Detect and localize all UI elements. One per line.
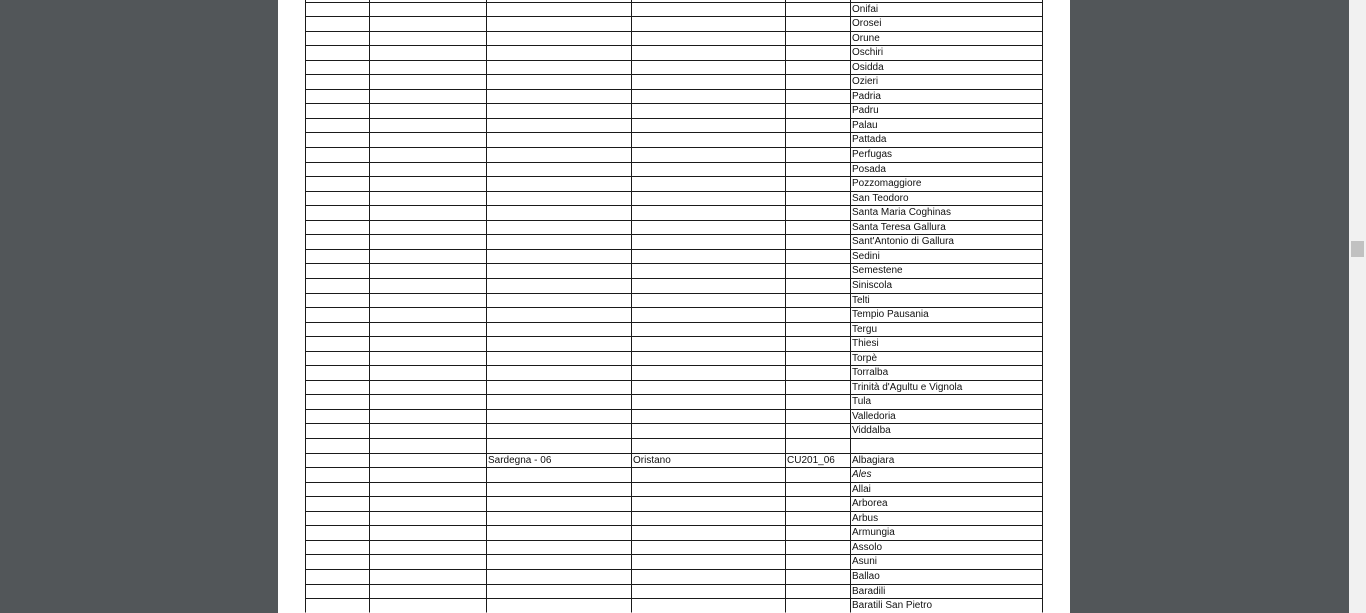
municipality-cell: Pozzomaggiore <box>852 178 922 190</box>
region-cell: Sardegna - 06 <box>488 454 552 466</box>
table-grid <box>278 0 1070 613</box>
municipality-cell: Sedini <box>852 250 880 262</box>
municipality-cell: Tempio Pausania <box>852 309 929 321</box>
province-cell: Oristano <box>633 454 671 466</box>
municipality-cell: Oschiri <box>852 47 884 59</box>
municipality-cell: Telti <box>852 294 870 306</box>
scrollbar-thumb[interactable] <box>1351 241 1364 257</box>
municipality-cell: Thiesi <box>852 338 879 350</box>
municipality-cell: Trinità d'Agultu e Vignola <box>852 381 963 393</box>
municipality-cell: Pattada <box>852 134 887 146</box>
municipality-cell: Santa Maria Coghinas <box>852 207 951 219</box>
municipality-cell: Palau <box>852 119 878 131</box>
municipality-cell: Baradili <box>852 585 886 597</box>
municipality-cell: Onifai <box>852 3 879 15</box>
municipality-cell: Padru <box>852 105 879 117</box>
municipality-cell: Perfugas <box>852 149 893 160</box>
municipality-cell: Ozieri <box>852 76 879 88</box>
municipality-cell: San Teodoro <box>852 192 909 204</box>
municipality-cell: Torralba <box>852 367 889 379</box>
municipality-cell: Allai <box>852 483 871 495</box>
municipality-cell: Santa Teresa Gallura <box>852 221 946 233</box>
municipality-cell: Ballao <box>852 570 880 582</box>
municipality-cell: Albagiara <box>852 454 895 466</box>
municipality-cell: Armungia <box>852 527 895 539</box>
municipality-cell: Arbus <box>852 512 879 524</box>
municipality-cell: Tergu <box>852 323 878 335</box>
municipality-cell: Sant'Antonio di Gallura <box>852 236 954 248</box>
municipality-cell: Asuni <box>852 556 878 568</box>
municipality-cell: Semestene <box>852 265 903 277</box>
municipality-cell: Viddalba <box>852 425 891 437</box>
municipality-cell: Tula <box>852 396 872 408</box>
municipality-cell: Siniscola <box>852 279 893 291</box>
document-page <box>278 0 1070 613</box>
municipality-cell: Orosei <box>852 18 882 30</box>
vertical-scrollbar[interactable] <box>1349 0 1366 613</box>
municipality-cell: Assolo <box>852 541 883 553</box>
municipality-cell: Torpè <box>852 352 878 364</box>
municipality-cell: Posada <box>852 163 886 175</box>
municipality-cell: Padria <box>852 90 881 102</box>
code-cell: CU201_06 <box>787 454 835 466</box>
municipality-cell: Arborea <box>852 498 888 510</box>
municipality-cell: Osidda <box>852 61 884 73</box>
municipality-cell: Baratili San Pietro <box>852 600 933 612</box>
municipality-cell: Ales <box>852 469 872 481</box>
municipality-cell: Valledoria <box>852 410 896 422</box>
municipality-cell: Orune <box>852 32 880 44</box>
